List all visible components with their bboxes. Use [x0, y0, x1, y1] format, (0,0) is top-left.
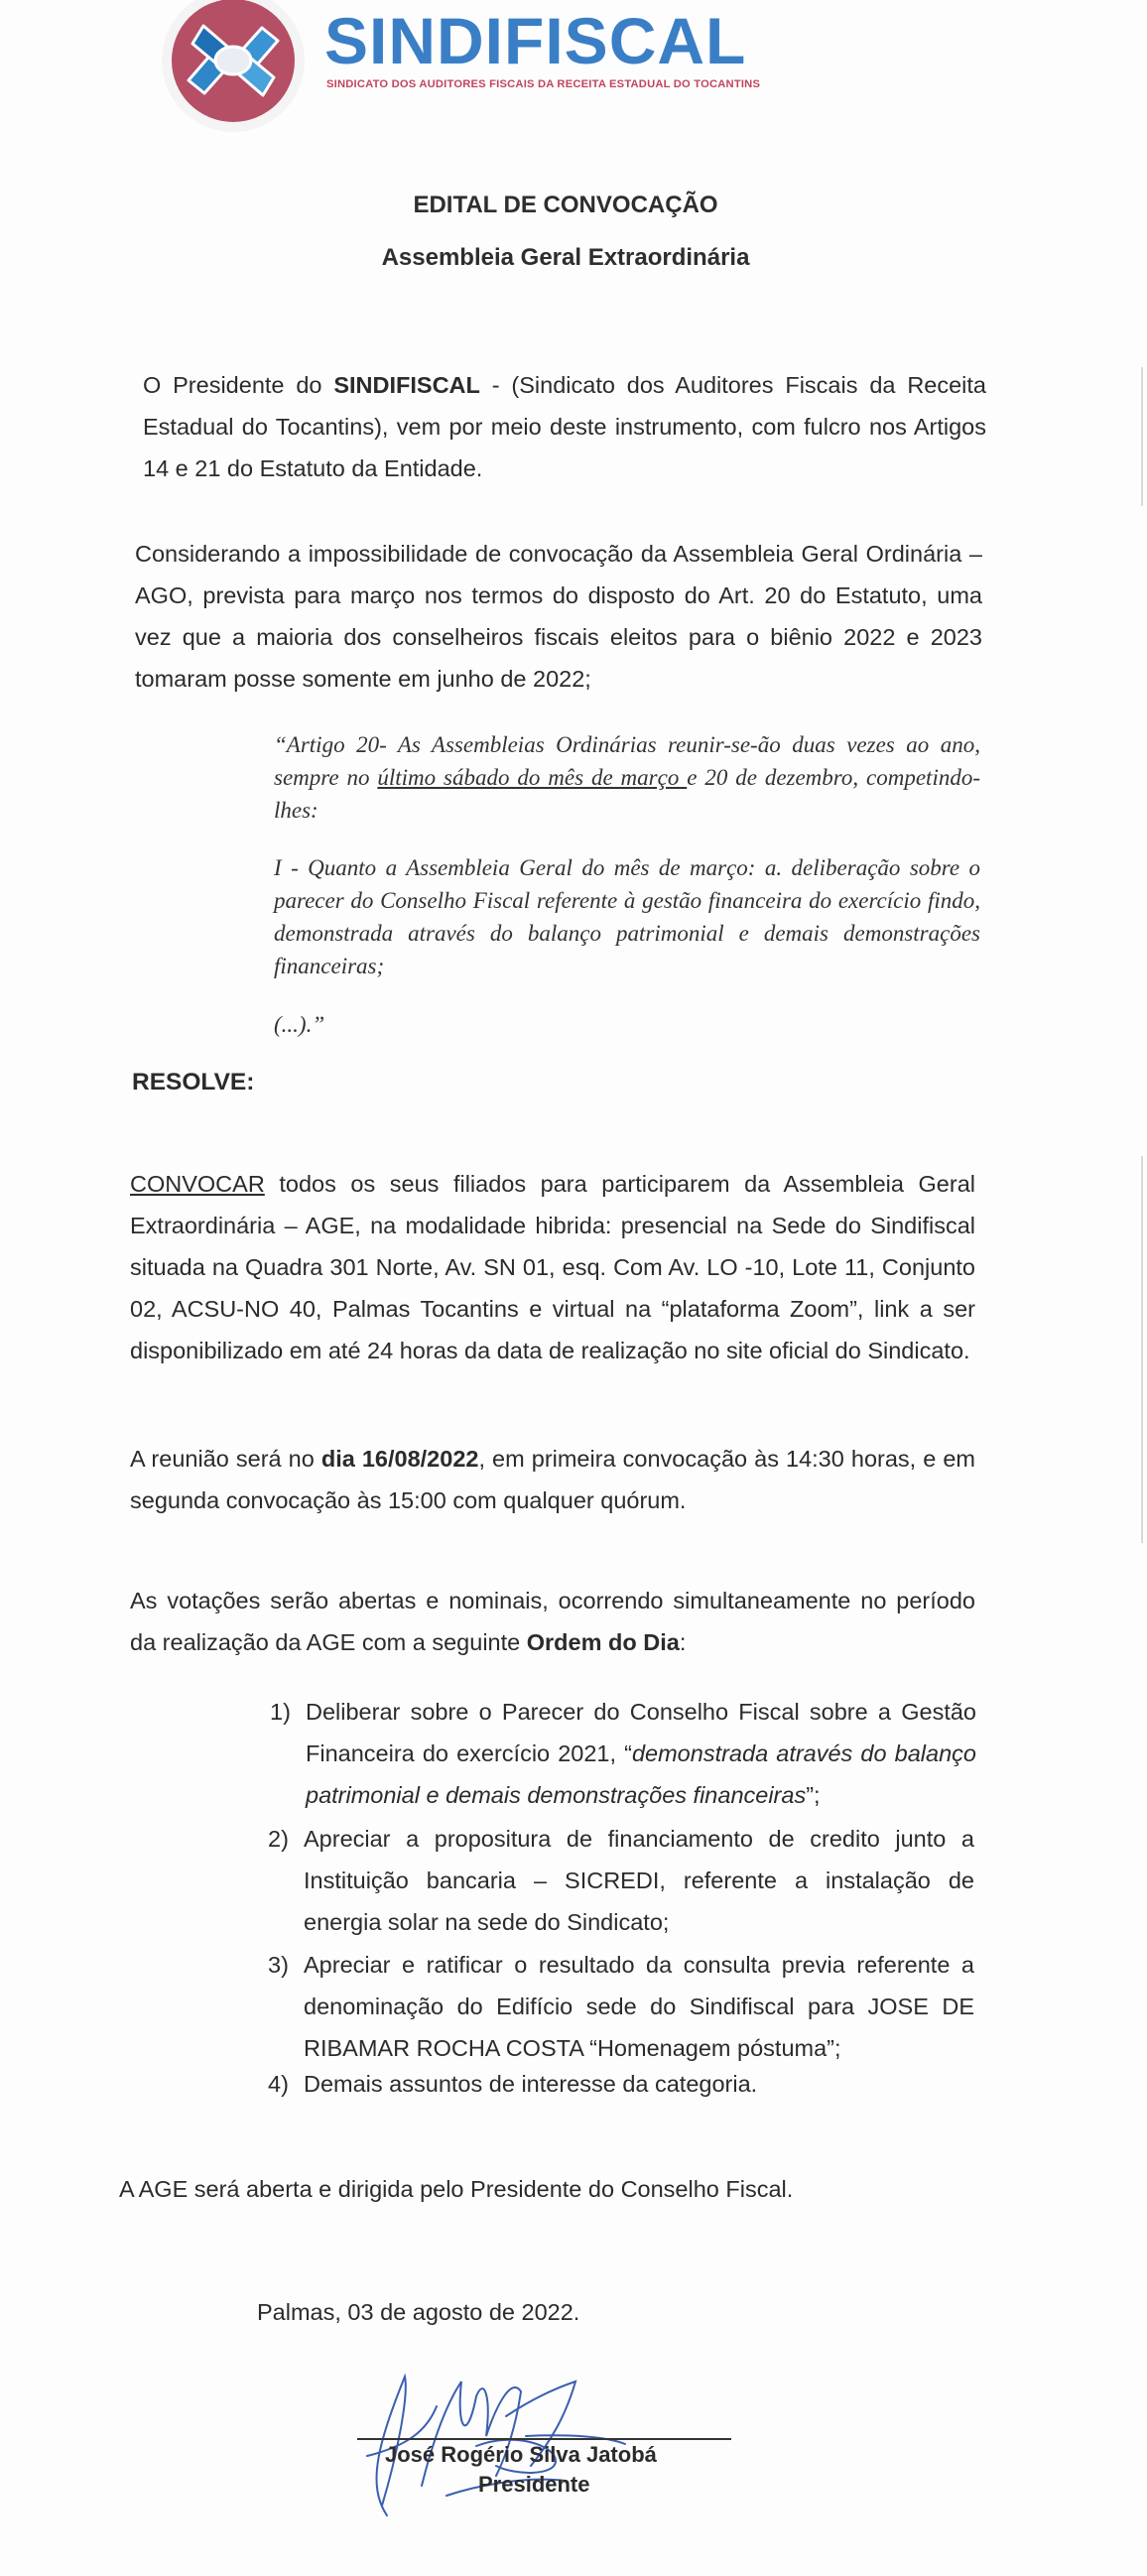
agenda-item: 1) Deliberar sobre o Parecer do Conselho Fiscal sobre a Gestão Financeira do exercício 2021, “demonstrada através do balanço patrimonial e demais demonstrações financeiras”;: [270, 1699, 976, 1808]
convocar-paragraph: CONVOCAR todos os seus filiados para participarem da Assembleia Geral Extraordinária – AGE, na modalidade hibrida: presencial na Sede do Sindifiscal situada na Quadra 301 Norte, Av. SN 01, esq. Com Av. LO -10, Lote 11, Conjunto 02, ACSU-NO 40, Palmas Tocantins e virtual na “plataforma Zoom”, link a ser disponibilizado em até 24 horas da data de realização no site oficial do Sindicato.: [130, 1171, 975, 1363]
agenda-item: 3) Apreciar e ratificar o resultado da consulta previa referente a denominação do Edifício sede do Sindifiscal para JOSE DE RIBAMAR ROCHA COSTA “Homenagem póstuma”;: [268, 1952, 974, 2061]
signatory-name: José Rogério Silva Jatobá: [385, 2442, 657, 2467]
considerando-paragraph: Considerando a impossibilidade de convocação da Assembleia Geral Ordinária – AGO, prevista para março nos termos do disposto do Art. 20 do Estatuto, uma vez que a maioria dos conselheiros fiscais eleitos para o biênio 2022 e 2023 tomaram posse somente em junho de 2022;: [135, 541, 982, 692]
brand-subtitle: SINDICATO DOS AUDITORES FISCAIS DA RECEITA ESTADUAL DO TOCANTINS: [326, 78, 761, 90]
voting-paragraph: As votações serão abertas e nominais, ocorrendo simultaneamente no período da realização da AGE com a seguinte Ordem do Dia:: [130, 1588, 975, 1655]
scan-edge-mark: [1141, 1156, 1143, 1543]
union-name: SINDIFISCAL: [333, 372, 480, 398]
age-note: A AGE será aberta e dirigida pelo Presidente do Conselho Fiscal.: [119, 2176, 794, 2202]
place-date: Palmas, 03 de agosto de 2022.: [257, 2299, 580, 2325]
document-title: EDITAL DE CONVOCAÇÃO: [413, 192, 718, 218]
meeting-date-paragraph: A reunião será no dia 16/08/2022, em primeira convocação às 14:30 horas, e em segunda convocação às 15:00 com qualquer quórum.: [130, 1446, 975, 1513]
scan-edge-mark: [1141, 367, 1143, 506]
agenda-item: 2) Apreciar a propositura de financiamento de credito junto a Instituição bancaria – SICREDI, referente a instalação de energia solar na sede do Sindicato;: [268, 1826, 974, 1935]
signature-line: [357, 2438, 731, 2440]
brand-name: SINDIFISCAL: [324, 4, 747, 77]
resolve-heading: RESOLVE:: [132, 1069, 255, 1095]
agenda-item: 4) Demais assuntos de interesse da categoria.: [268, 2071, 758, 2097]
intro-paragraph: O Presidente do SINDIFISCAL - (Sindicato dos Auditores Fiscais da Receita Estadual do Tocantins), vem por meio deste instrumento, com fulcro nos Artigos 14 e 21 do Estatuto da Entidade.: [143, 372, 986, 481]
signatory-role: Presidente: [478, 2472, 590, 2497]
statute-quote-article: “Artigo 20- As Assembleias Ordinárias reunir-se-ão duas vezes ao ano, sempre no último sábado do mês de março e 20 de dezembro, competindo-lhes:: [274, 732, 980, 823]
document-subtitle: Assembleia Geral Extraordinária: [381, 244, 750, 271]
statute-quote-ending: (...).”: [274, 1012, 325, 1037]
logo-emblem: [159, 0, 308, 135]
statute-quote-item: I - Quanto a Assembleia Geral do mês de março: a. deliberação sobre o parecer do Conselho Fiscal referente à gestão financeira do exercício findo, demonstrada através do balanço patrimonial e demais demonstrações financeiras;: [274, 855, 980, 978]
